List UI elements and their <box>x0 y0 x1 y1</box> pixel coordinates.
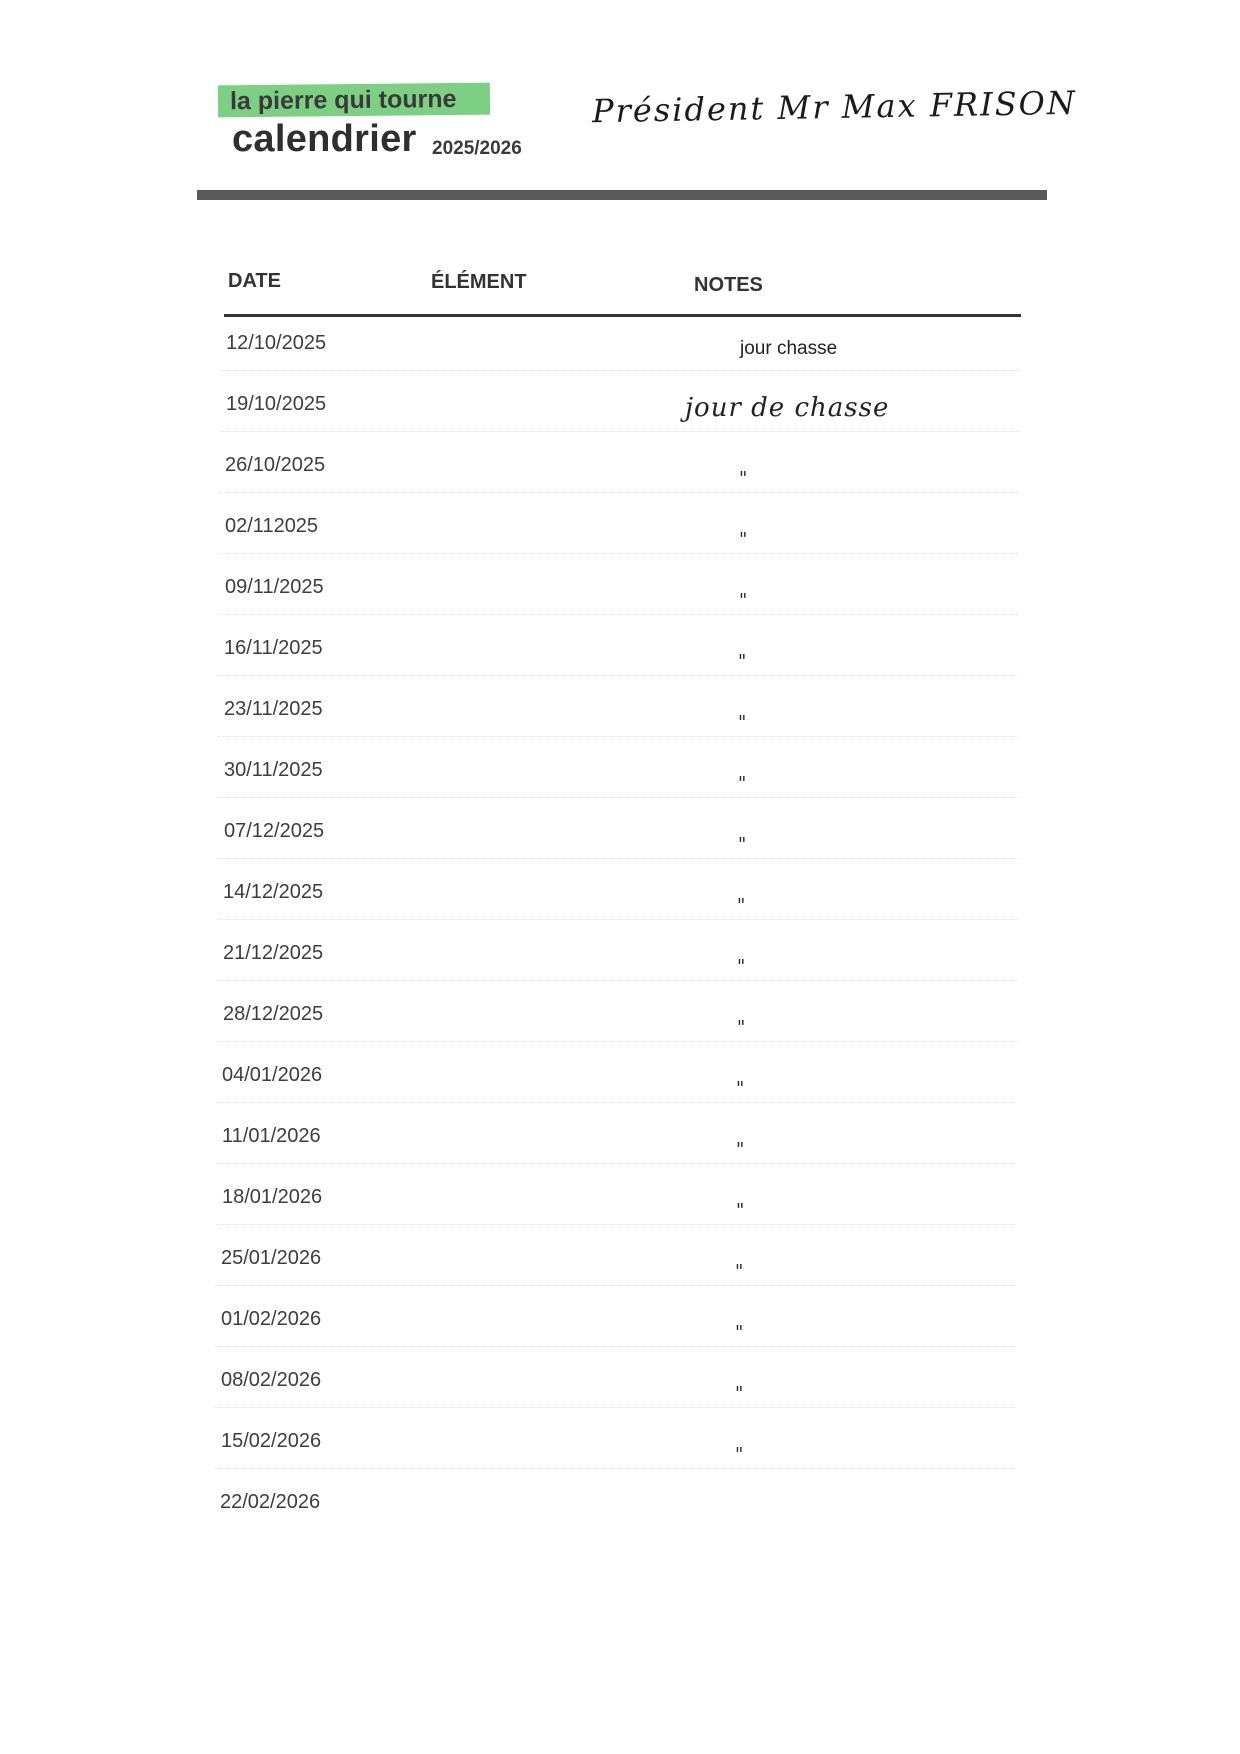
table-row <box>218 820 1018 878</box>
table-row <box>219 454 1019 512</box>
row-divider <box>216 1224 1016 1225</box>
row-date: 16/11/2025 <box>224 637 323 659</box>
row-divider <box>217 1041 1017 1042</box>
row-note: " <box>739 468 748 489</box>
row-note: " <box>739 590 748 611</box>
row-note: " <box>738 712 747 733</box>
row-divider <box>218 736 1018 737</box>
row-divider <box>216 1163 1016 1164</box>
table-row <box>215 1369 1015 1427</box>
row-date: 22/02/2026 <box>220 1491 321 1513</box>
table-row <box>220 393 1020 451</box>
row-divider <box>219 614 1019 615</box>
row-divider <box>216 1102 1016 1103</box>
row-note: " <box>738 773 747 794</box>
row-divider <box>215 1468 1015 1469</box>
row-divider <box>218 797 1018 798</box>
row-divider <box>215 1407 1015 1408</box>
table-row <box>218 698 1018 756</box>
row-date: 02/112025 <box>225 515 319 537</box>
table-row <box>219 515 1019 573</box>
column-header-element: ÉLÉMENT <box>431 271 527 293</box>
column-header-date: DATE <box>228 270 281 292</box>
table-row <box>216 1064 1016 1122</box>
row-divider <box>218 675 1018 676</box>
table-row <box>218 759 1018 817</box>
table-row <box>216 1125 1016 1183</box>
row-divider <box>215 1346 1015 1347</box>
column-header-notes: NOTES <box>694 274 763 296</box>
table-row <box>216 1186 1016 1244</box>
row-note: " <box>736 1139 745 1160</box>
row-note: " <box>736 1200 745 1221</box>
table-row <box>217 1003 1017 1061</box>
table-row <box>217 881 1017 939</box>
season-label: 2025/2026 <box>432 138 522 159</box>
row-date: 04/01/2026 <box>222 1064 323 1086</box>
row-divider <box>218 858 1018 859</box>
row-date: 07/12/2025 <box>224 820 325 842</box>
row-date: 01/02/2026 <box>221 1308 322 1330</box>
organization-name: la pierre qui tourne <box>218 83 491 118</box>
row-divider <box>220 431 1020 432</box>
table-row <box>219 576 1019 634</box>
row-note: " <box>735 1444 744 1465</box>
row-note: " <box>737 956 746 977</box>
president-handwritten-note: Président Mr Max FRISON <box>591 83 1078 131</box>
row-note: " <box>735 1322 744 1343</box>
row-note: jour chasse <box>740 338 838 359</box>
row-date: 14/12/2025 <box>223 881 324 903</box>
row-date: 25/01/2026 <box>221 1247 322 1269</box>
row-note: jour de chasse <box>685 393 890 423</box>
row-note: " <box>737 1017 746 1038</box>
table-row <box>217 942 1017 1000</box>
row-divider <box>219 492 1019 493</box>
row-divider <box>220 370 1020 371</box>
table-row <box>215 1308 1015 1366</box>
row-date: 19/10/2025 <box>226 393 327 415</box>
table-row <box>220 332 1020 390</box>
row-divider <box>215 1285 1015 1286</box>
row-date: 18/01/2026 <box>222 1186 323 1208</box>
row-note: " <box>735 1261 744 1282</box>
row-date: 08/02/2026 <box>221 1369 322 1391</box>
table-row <box>215 1430 1015 1488</box>
row-note: " <box>735 1383 744 1404</box>
row-date: 15/02/2026 <box>221 1430 322 1452</box>
table-row <box>218 637 1018 695</box>
row-divider <box>217 980 1017 981</box>
row-note: " <box>737 895 746 916</box>
row-divider <box>219 553 1019 554</box>
row-note: " <box>738 651 747 672</box>
row-date: 26/10/2025 <box>225 454 326 476</box>
row-date: 23/11/2025 <box>224 698 323 720</box>
row-date: 30/11/2025 <box>224 759 323 781</box>
row-note: " <box>738 834 747 855</box>
row-date: 09/11/2025 <box>225 576 324 598</box>
table-row <box>215 1247 1015 1305</box>
row-date: 21/12/2025 <box>223 942 324 964</box>
table-row <box>214 1491 1014 1549</box>
page-title: calendrier <box>232 118 417 160</box>
row-divider <box>217 919 1017 920</box>
row-date: 12/10/2025 <box>226 332 327 354</box>
row-date: 11/01/2026 <box>222 1125 321 1147</box>
row-note: " <box>739 529 748 550</box>
row-note: " <box>736 1078 745 1099</box>
row-date: 28/12/2025 <box>223 1003 324 1025</box>
